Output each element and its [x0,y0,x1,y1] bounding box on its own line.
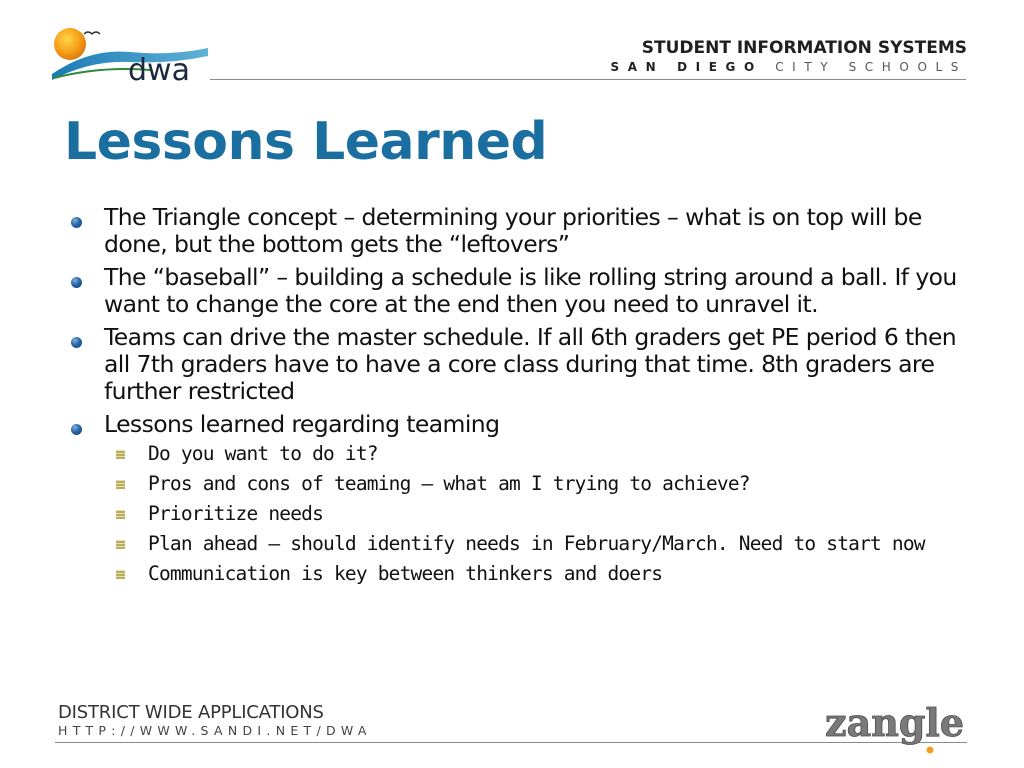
sub-bullet-text: Pros and cons of teaming – what am I trying to achieve? [148,472,750,495]
square-bullet-icon [116,570,125,579]
bullet-text: The “baseball” – building a schedule is like rolling string around a ball. If you want to change the core at the end then you need to unravel it. [104,263,957,318]
slide-title: Lessons Learned [64,112,548,172]
sub-bullet-text: Plan ahead – should identify needs in February/March. Need to start now [148,532,925,555]
sub-bullet-text: Do you want to do it? [148,442,378,465]
org-subtitle [611,60,967,74]
bullet-list [66,204,966,592]
bullet-text: Teams can drive the master schedule. If all 6th graders get PE period 6 then all 7th graders have to have a core class during that time. 8th graders are further restricted [104,323,957,405]
zangle-logo [823,690,965,754]
bullet-dot-icon [71,337,82,348]
sub-bullet-item [104,532,966,555]
sub-bullet-text: Communication is key between thinkers and doers [148,562,663,585]
bullet-dot-icon [71,277,82,288]
org-subtitle-light: CITY SCHOOLS [775,60,967,74]
bullet-dot-icon [71,217,82,228]
bullet-item [66,324,966,405]
sub-bullet-item [104,502,966,525]
bullet-text: The Triangle concept – determining your priorities – what is on top will be done, but the bottom gets the “leftovers” [104,203,922,258]
zangle-logo-text: zangle [825,700,965,745]
zangle-dot-icon [927,747,934,754]
org-subtitle-bold: SAN DIEGO [610,60,763,74]
bullet-text: Lessons learned regarding teaming [104,410,500,438]
square-bullet-icon [116,510,125,519]
sub-bullet-text: Prioritize needs [148,502,324,525]
bullet-item [66,264,966,318]
sub-bullet-item [104,442,966,465]
org-title: STUDENT INFORMATION SYSTEMS [641,38,967,58]
square-bullet-icon [116,540,125,549]
bullet-item [66,204,966,258]
header-rule [210,79,966,80]
sub-bullet-item [104,472,966,495]
sub-bullet-item [104,562,966,585]
dwa-logo-text: dwa [128,53,190,84]
sub-bullet-list [104,442,966,585]
dwa-logo [50,22,210,84]
footer-url: HTTP://WWW.SANDI.NET/DWA [58,723,372,738]
square-bullet-icon [116,450,125,459]
square-bullet-icon [116,480,125,489]
bullet-item [66,411,966,585]
bullet-dot-icon [71,424,82,435]
footer-title: DISTRICT WIDE APPLICATIONS [58,702,324,723]
